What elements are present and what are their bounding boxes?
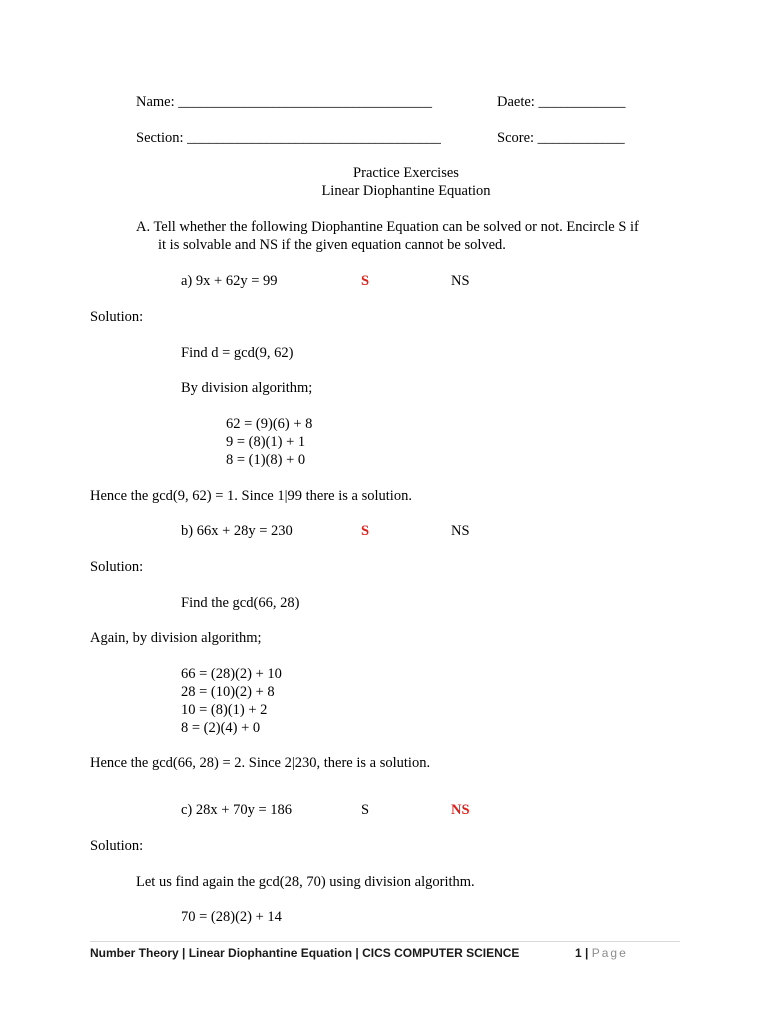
problem-b-division-line: 28 = (10)(2) + 8 (181, 684, 275, 700)
problem-a-division-line: 8 = (1)(8) + 0 (226, 452, 306, 468)
problem-a-step-1: Find d = gcd(9, 62) (181, 345, 294, 361)
problem-c-step-1: Let us find again the gcd(28, 70) using division algorithm. (136, 874, 475, 890)
problem-b-equation: b) 66x + 28y = 230 (181, 523, 293, 539)
problem-c-solution-label: Solution: (90, 838, 144, 854)
problem-b-step-1: Find the gcd(66, 28) (181, 595, 300, 611)
problem-b-step-2: Again, by division algorithm; (90, 630, 262, 646)
page-separator: | (581, 946, 592, 960)
problem-b-s-choice: S (361, 523, 370, 539)
footer-text: Number Theory | Linear Diophantine Equation | CICS COMPUTER SCIENCE (90, 946, 520, 960)
problem-c-ns-choice: NS (451, 802, 470, 818)
page-number: 1 (575, 946, 582, 960)
page-subtitle: Linear Diophantine Equation (321, 183, 491, 199)
page-title: Practice Exercises (353, 165, 459, 181)
problem-a-ns-choice: NS (451, 273, 470, 289)
problem-a-solution-label: Solution: (90, 309, 144, 325)
problem-c-division-line: 70 = (28)(2) + 14 (181, 909, 282, 925)
problem-b-division-line: 66 = (28)(2) + 10 (181, 666, 282, 682)
problem-a-s-choice: S (361, 273, 370, 289)
problem-b-ns-choice: NS (451, 523, 470, 539)
problem-b-division-line: 10 = (8)(1) + 2 (181, 702, 268, 718)
problem-a-conclusion: Hence the gcd(9, 62) = 1. Since 1|99 there is a solution. (90, 488, 412, 504)
instruction-line-2: it is solvable and NS if the given equation cannot be solved. (158, 237, 506, 253)
problem-a-step-2: By division algorithm; (181, 380, 313, 396)
footer-divider (90, 941, 680, 942)
problem-c-equation: c) 28x + 70y = 186 (181, 802, 292, 818)
problem-b-conclusion: Hence the gcd(66, 28) = 2. Since 2|230, there is a solution. (90, 755, 431, 771)
date-field-label: Daete: ____________ (497, 94, 626, 110)
problem-a-division-line: 9 = (8)(1) + 1 (226, 434, 306, 450)
page-label: Page (591, 946, 628, 960)
score-field-label: Score: ____________ (497, 130, 625, 146)
name-field-label: Name: ___________________________________ (136, 94, 433, 110)
section-field-label: Section: ___________________________________ (136, 130, 441, 146)
instruction-line-1: A. Tell whether the following Diophantine Equation can be solved or not. Encircle S if (136, 219, 639, 235)
problem-c-s-choice: S (361, 802, 370, 818)
problem-a-division-line: 62 = (9)(6) + 8 (226, 416, 313, 432)
problem-a-equation: a) 9x + 62y = 99 (181, 273, 278, 289)
problem-b-solution-label: Solution: (90, 559, 144, 575)
problem-b-division-line: 8 = (2)(4) + 0 (181, 720, 261, 736)
footer-page-number (575, 944, 628, 962)
